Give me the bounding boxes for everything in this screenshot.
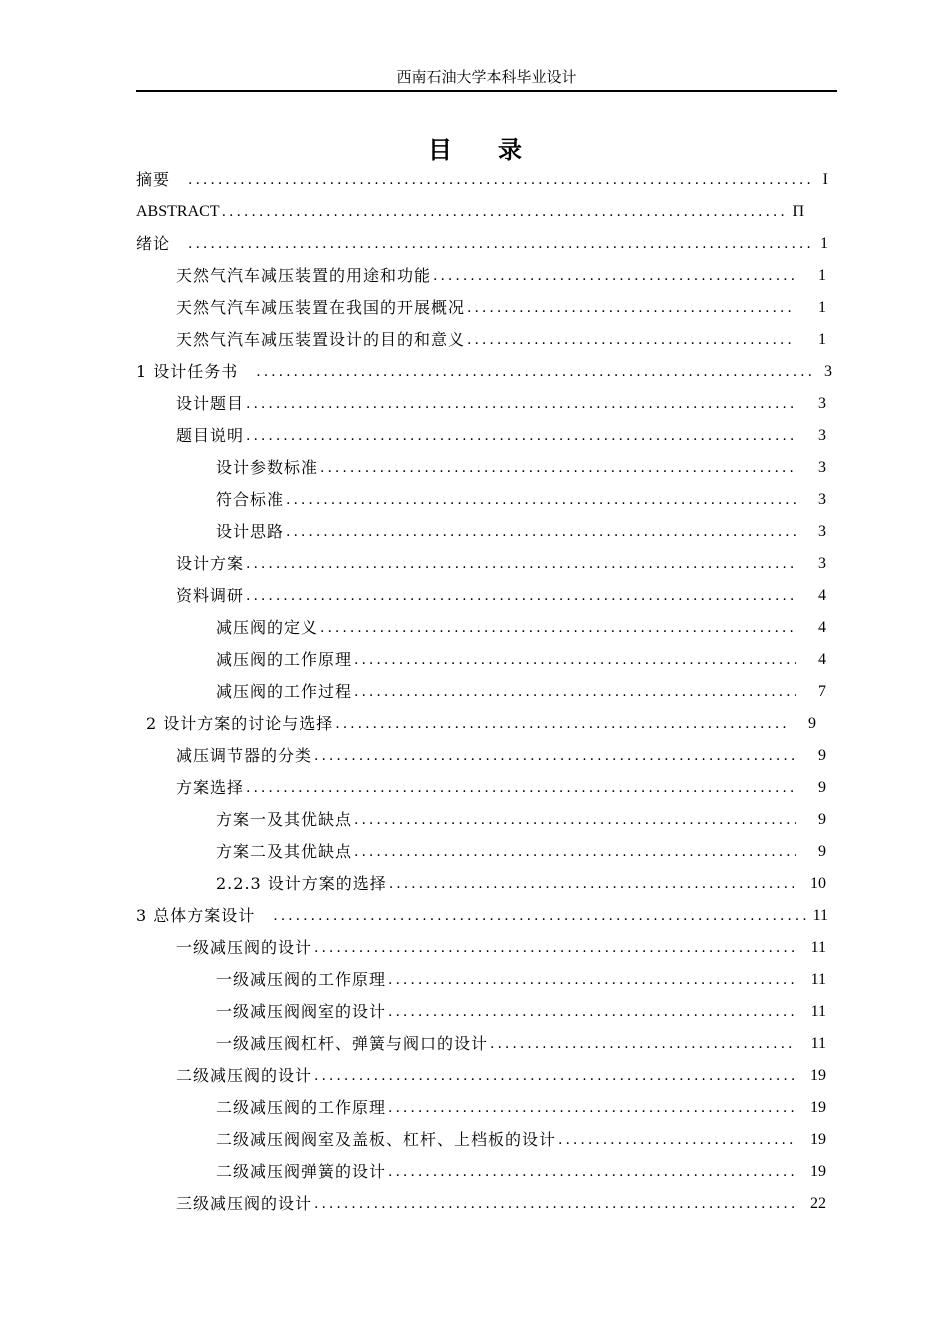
- toc-page-number: 1: [818, 331, 826, 348]
- toc-dot-leader: [388, 1157, 794, 1187]
- toc-entry-title: 二级减压阀的设计: [176, 1066, 313, 1085]
- toc-entry[interactable]: [176, 261, 826, 291]
- toc-entry-title: 资料调研: [176, 586, 245, 605]
- toc-dot-leader: [314, 741, 796, 771]
- toc-entry-title: 减压阀的定义: [216, 618, 319, 637]
- toc-entry[interactable]: [136, 197, 804, 227]
- toc-entry[interactable]: [176, 773, 826, 803]
- toc-page-number: 19: [810, 1099, 826, 1116]
- toc-entry-title: 天然气汽车减压装置的用途和功能: [176, 266, 432, 285]
- toc-page-number: 19: [810, 1067, 826, 1084]
- toc-entry-title: 符合标准: [216, 490, 285, 509]
- toc-page-number: 1: [818, 267, 826, 284]
- toc-entry-title: 一级减压阀阀室的设计: [216, 1002, 387, 1021]
- toc-page-number: 11: [810, 1035, 826, 1052]
- toc-dot-leader: [246, 773, 796, 803]
- toc-dot-leader: [467, 325, 796, 355]
- toc-dot-leader: [433, 261, 796, 291]
- toc-dot-leader: [314, 1189, 794, 1219]
- toc-dot-leader: [246, 581, 796, 611]
- toc-page-number: 3: [818, 395, 826, 412]
- toc-dot-leader: [354, 677, 796, 707]
- toc-entry[interactable]: [176, 933, 826, 963]
- toc-entry-title: 减压调节器的分类: [176, 746, 313, 765]
- toc-entry[interactable]: [176, 581, 826, 611]
- toc-entry[interactable]: [176, 325, 826, 355]
- toc-entry[interactable]: [146, 709, 816, 739]
- toc-entry[interactable]: [216, 517, 826, 547]
- toc-dot-leader: [335, 709, 786, 739]
- toc-page-number: 9: [808, 715, 816, 732]
- toc-page-number: 9: [818, 779, 826, 796]
- toc-entry[interactable]: [216, 965, 826, 995]
- toc-entry-title: 二级减压阀的工作原理: [216, 1098, 387, 1117]
- toc-dot-leader: [490, 1029, 795, 1059]
- toc-entry[interactable]: [216, 613, 826, 643]
- toc-entry-title: 二级减压阀弹簧的设计: [216, 1162, 387, 1181]
- toc-entry-title: 一级减压阀的工作原理: [216, 970, 387, 989]
- toc-entry[interactable]: [216, 1157, 826, 1187]
- toc-page-number: 11: [812, 907, 828, 924]
- toc-entry[interactable]: [216, 805, 826, 835]
- toc-dot-leader: [320, 453, 796, 483]
- toc-entry[interactable]: [216, 1029, 826, 1059]
- toc-dot-leader: [389, 869, 794, 899]
- toc-page-number: 4: [818, 651, 826, 668]
- toc-entry-title: 一级减压阀的设计: [176, 938, 313, 957]
- toc-dot-leader: [388, 965, 795, 995]
- toc-entry-title: 设计题目: [176, 394, 245, 413]
- toc-entry[interactable]: [176, 741, 826, 771]
- toc-entry[interactable]: [176, 549, 826, 579]
- toc-entry[interactable]: [136, 901, 828, 931]
- toc-entry[interactable]: [216, 997, 826, 1027]
- toc-page-number: 3: [818, 427, 826, 444]
- toc-page-number: П: [792, 203, 804, 220]
- toc-dot-leader: [188, 229, 812, 259]
- toc-entry-title: 设计参数标准: [216, 458, 319, 477]
- toc-dot-leader: [286, 517, 796, 547]
- toc-dot-leader: [388, 1093, 794, 1123]
- toc-page-number: 19: [810, 1163, 826, 1180]
- toc-page-number: 4: [818, 587, 826, 604]
- toc-dot-leader: [314, 933, 795, 963]
- page-header: 西南石油大学本科毕业设计: [136, 64, 837, 92]
- toc-entry[interactable]: [176, 1189, 826, 1219]
- toc-page-number: 11: [810, 971, 826, 988]
- toc-dot-leader: [354, 645, 796, 675]
- toc-page-number: 3: [824, 363, 832, 380]
- toc-page-number: 7: [818, 683, 826, 700]
- toc-entry-title: ABSTRACT: [136, 203, 220, 220]
- toc-page-number: 1: [818, 299, 826, 316]
- toc-entry[interactable]: [176, 1061, 826, 1091]
- toc-entry[interactable]: [176, 421, 826, 451]
- toc-entry[interactable]: [216, 837, 826, 867]
- toc-entry[interactable]: [216, 485, 826, 515]
- toc-entry-title: 减压阀的工作过程: [216, 682, 353, 701]
- toc-entry-title: 方案一及其优缺点: [216, 810, 353, 829]
- toc-dot-leader: [354, 837, 796, 867]
- toc-dot-leader: [467, 293, 796, 323]
- toc-page-number: I: [822, 171, 828, 188]
- toc-entry-title: 3 总体方案设计: [136, 906, 256, 925]
- toc-dot-leader: [188, 165, 812, 195]
- toc-dot-leader: [222, 197, 788, 227]
- toc-dot-leader: [246, 549, 796, 579]
- toc-entry-title: 2 设计方案的讨论与选择: [146, 714, 334, 733]
- toc-dot-leader: [246, 421, 796, 451]
- toc-page-number: 9: [818, 811, 826, 828]
- toc-page-number: 3: [818, 491, 826, 508]
- toc-page-number: 11: [810, 1003, 826, 1020]
- toc-entry[interactable]: [136, 357, 832, 387]
- toc-entry[interactable]: [176, 293, 826, 323]
- toc-page-number: 1: [820, 235, 828, 252]
- toc-entry[interactable]: [136, 165, 828, 195]
- toc-page-number: 9: [818, 843, 826, 860]
- toc-page-number: 3: [818, 523, 826, 540]
- toc-entry-title: 绪论: [136, 234, 171, 253]
- toc-page-number: 3: [818, 459, 826, 476]
- toc-page-number: 4: [818, 619, 826, 636]
- toc-entry-title: 二级减压阀阀室及盖板、杠杆、上档板的设计: [216, 1130, 557, 1149]
- toc-dot-leader: [314, 1061, 794, 1091]
- toc-entry-title: 1 设计任务书: [136, 362, 239, 381]
- toc-entry[interactable]: [176, 389, 826, 419]
- toc-entry[interactable]: [216, 1093, 826, 1123]
- toc-dot-leader: [256, 357, 816, 387]
- toc-entry[interactable]: [216, 677, 826, 707]
- toc-page-number: 22: [810, 1195, 826, 1212]
- toc-entry-title: 减压阀的工作原理: [216, 650, 353, 669]
- toc-entry-title: 天然气汽车减压装置在我国的开展概况: [176, 298, 466, 317]
- toc-entry[interactable]: [136, 229, 828, 259]
- toc-entry-title: 天然气汽车减压装置设计的目的和意义: [176, 330, 466, 349]
- toc-entry-title: 设计方案: [176, 554, 245, 573]
- toc-entry-title: 一级减压阀杠杆、弹簧与阀口的设计: [216, 1034, 489, 1053]
- toc-dot-leader: [320, 613, 796, 643]
- toc-entry[interactable]: [216, 869, 826, 899]
- toc-dot-leader: [558, 1125, 794, 1155]
- toc-entry-title: 摘要: [136, 170, 171, 189]
- toc-dot-leader: [246, 389, 796, 419]
- toc-entry[interactable]: [216, 453, 826, 483]
- toc-entry-title: 三级减压阀的设计: [176, 1194, 313, 1213]
- toc-page-number: 3: [818, 555, 826, 572]
- toc-page-number: 10: [810, 875, 826, 892]
- toc-entry-title: 题目说明: [176, 426, 245, 445]
- toc-page-number: 11: [810, 939, 826, 956]
- toc-entry-title: 设计思路: [216, 522, 285, 541]
- toc-entry-title: 方案二及其优缺点: [216, 842, 353, 861]
- toc-dot-leader: [273, 901, 810, 931]
- toc-entry-title: 2.2.3 设计方案的选择: [216, 874, 387, 893]
- toc-entry-title: 方案选择: [176, 778, 245, 797]
- toc-dot-leader: [354, 805, 796, 835]
- toc-entry[interactable]: [216, 645, 826, 675]
- toc-dot-leader: [286, 485, 796, 515]
- page-title: 目录: [428, 135, 568, 164]
- toc-page-number: 9: [818, 747, 826, 764]
- toc-dot-leader: [388, 997, 795, 1027]
- toc-entry[interactable]: [216, 1125, 826, 1155]
- toc-page-number: 19: [810, 1131, 826, 1148]
